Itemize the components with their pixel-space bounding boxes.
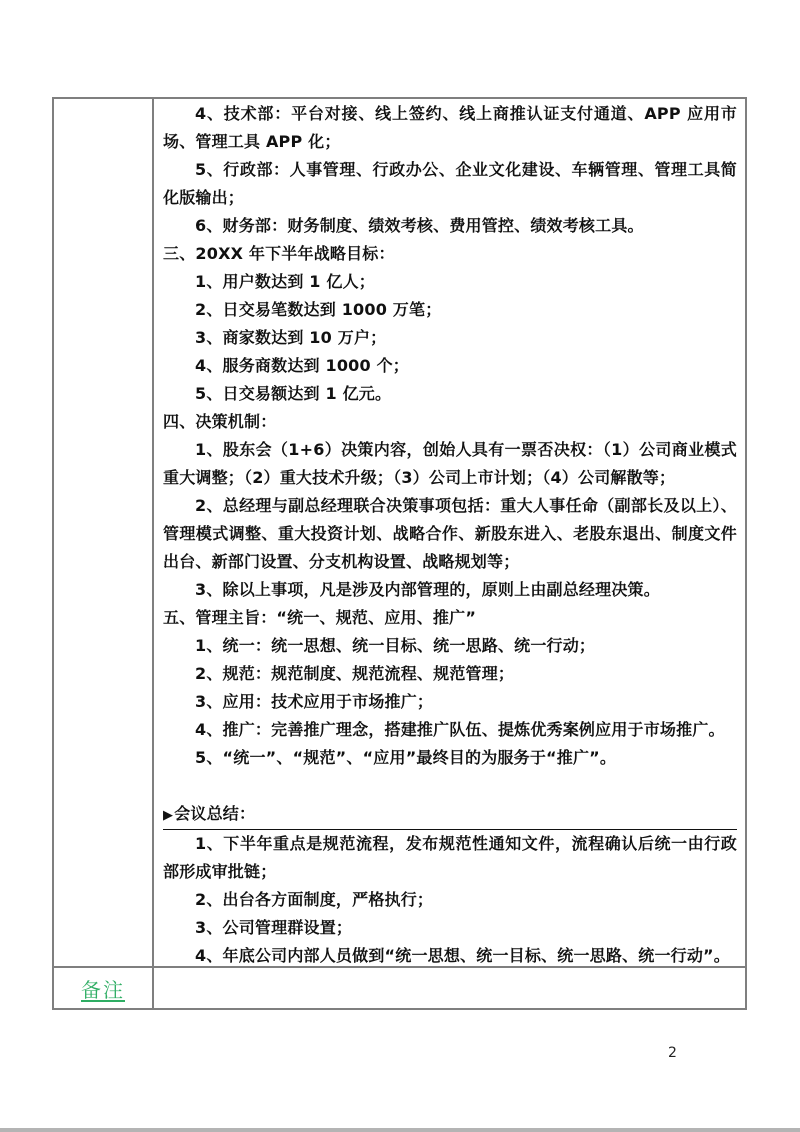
minutes-content-cell <box>154 99 745 966</box>
content-paragraph: 2、日交易笔数达到 1000 万笔； <box>195 300 442 319</box>
page-number: 2 <box>668 1045 677 1061</box>
content-paragraph: 4、服务商数达到 1000 个； <box>195 356 410 375</box>
content-paragraph: 3、应用：技术应用于市场推广； <box>195 692 434 711</box>
content-paragraph: 1、统一：统一思想、统一目标、统一思路、统一行动； <box>195 636 596 655</box>
content-paragraph: 2、总经理与副总经理联合决策事项包括：重大人事任命（副部长及以上）、管理模式调整、重大投资计划、战略合作、新股东进入、老股东退出、制度文件出台、新部门设置、分支机构设置、战略规划等； <box>163 496 737 571</box>
remark-label: 备注 <box>81 977 125 1002</box>
content-paragraph: 3、除以上事项，凡是涉及内部管理的，原则上由副总经理决策。 <box>195 580 660 599</box>
summary-item-list <box>163 830 737 966</box>
minutes-table <box>52 97 747 1010</box>
content-paragraph: 3、商家数达到 10 万户； <box>195 328 387 347</box>
remark-value-cell <box>154 966 745 1008</box>
triangle-marker-icon: ▶ <box>163 808 174 823</box>
content-paragraph: 4、技术部：平台对接、线上签约、线上商推认证支付通道、APP 应用市场、管理工具 APP 化； <box>163 104 737 151</box>
content-paragraph-list <box>163 100 737 772</box>
content-paragraph: 6、财务部：财务制度、绩效考核、费用管控、绩效考核工具。 <box>195 216 644 235</box>
remark-label-cell <box>54 966 154 1008</box>
content-paragraph: 五、管理主旨：“统一、规范、应用、推广” <box>163 608 477 627</box>
content-paragraph: 2、规范：规范制度、规范流程、规范管理； <box>195 664 515 683</box>
summary-paragraph: 1、下半年重点是规范流程，发布规范性通知文件，流程确认后统一由行政部形成审批链； <box>163 834 737 881</box>
page-edge-divider <box>0 1128 800 1132</box>
content-paragraph: 三、20XX 年下半年战略目标： <box>163 244 395 263</box>
summary-paragraph: 2、出台各方面制度，严格执行； <box>195 890 434 909</box>
content-paragraph: 5、行政部：人事管理、行政办公、企业文化建设、车辆管理、管理工具简化版输出； <box>163 160 737 207</box>
summary-paragraph: 3、公司管理群设置； <box>195 918 353 937</box>
content-paragraph: 5、“统一”、“规范”、“应用”最终目的为服务于“推广”。 <box>195 748 617 767</box>
content-paragraph: 1、股东会（1+6）决策内容，创始人具有一票否决权：（1）公司商业模式重大调整；（2）重大技术升级；（3）公司上市计划；（4）公司解散等； <box>163 440 737 487</box>
content-paragraph: 1、用户数达到 1 亿人； <box>195 272 376 291</box>
meeting-summary-heading <box>163 800 737 830</box>
meeting-summary-title: 会议总结： <box>174 804 256 823</box>
content-paragraph: 四、决策机制： <box>163 412 277 431</box>
content-paragraph: 5、日交易额达到 1 亿元。 <box>195 384 392 403</box>
content-paragraph: 4、推广：完善推广理念，搭建推广队伍、提炼优秀案例应用于市场推广。 <box>195 720 725 739</box>
summary-paragraph: 4、年底公司内部人员做到“统一思想、统一目标、统一思路、统一行动”。 <box>195 946 730 965</box>
left-spacer-cell <box>54 99 154 966</box>
